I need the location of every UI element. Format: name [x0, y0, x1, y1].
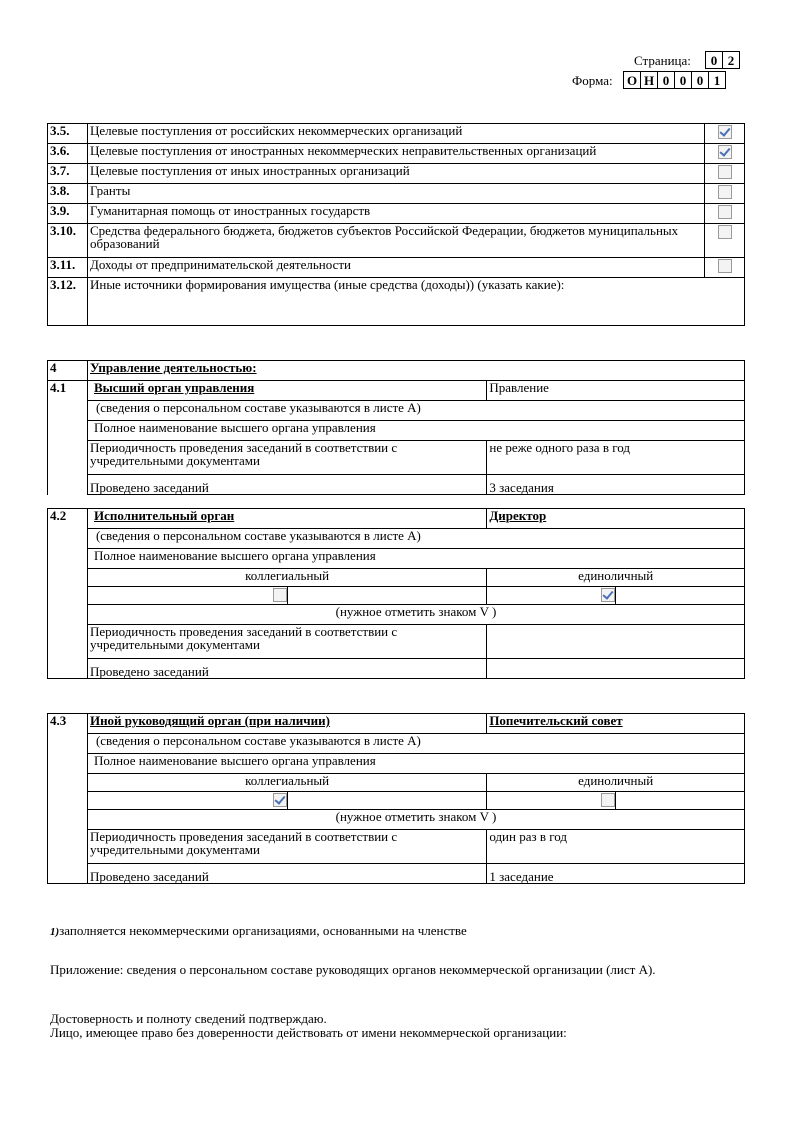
row-number: 3.5.: [48, 124, 88, 144]
meetings-held-label: Проведено заседаний: [87, 659, 486, 679]
checkbox-checked[interactable]: [718, 145, 732, 159]
form-digit: 0: [657, 72, 674, 88]
checkbox[interactable]: [718, 225, 732, 239]
checkbox-checked[interactable]: [718, 125, 732, 139]
section-number: 4.1: [48, 381, 88, 495]
checkbox[interactable]: [718, 259, 732, 273]
governance-table-4-2: [47, 508, 745, 679]
section-number: 4.2: [48, 509, 88, 679]
periodicity-label: Периодичность проведения заседаний в соответствии с учредительными документами: [87, 830, 486, 864]
form-digit: 0: [691, 72, 708, 88]
page-digit: 0: [710, 52, 718, 68]
signatory-line: Лицо, имеющее право без доверенности действовать от имени некоммерческой организации:: [50, 1025, 567, 1040]
table-row: [48, 278, 745, 326]
row-number: 3.9.: [48, 204, 88, 224]
periodicity-value: [487, 625, 745, 659]
mark-note: (нужное отметить знаком V ): [87, 605, 744, 625]
table-row: [48, 184, 745, 204]
meetings-held-value: 3 заседания: [487, 475, 745, 495]
collegial-label: коллегиальный: [87, 774, 486, 792]
page-label: Страница:: [634, 53, 691, 68]
row-text: Гранты: [87, 184, 704, 204]
collegial-checkbox[interactable]: [273, 588, 287, 602]
full-name-label: Полное наименование высшего органа управления: [87, 754, 744, 774]
row-text: Доходы от предпринимательской деятельности: [87, 258, 704, 278]
form-code-cells: [623, 71, 726, 89]
collegial-checkbox[interactable]: [273, 793, 287, 807]
row-text: Средства федерального бюджета, бюджетов субъектов Российской Федерации, бюджетов муниципальных образований: [87, 224, 704, 258]
row-number: 3.12.: [48, 278, 88, 326]
sole-checkbox[interactable]: [601, 588, 615, 602]
mark-note: (нужное отметить знаком V ): [87, 810, 744, 830]
executive-body-label: Исполнительный орган: [87, 509, 486, 529]
section-number: 4.3: [48, 714, 88, 884]
section-title: Управление деятельностью:: [87, 361, 744, 381]
appendix-text: Приложение: сведения о персональном составе руководящих органов некоммерческой организации (лист А).: [50, 962, 656, 977]
governance-table-4-1: [47, 360, 745, 495]
form-digit: О: [626, 72, 638, 88]
row-text: Иные источники формирования имущества (иные средства (доходы)) (указать какие):: [87, 278, 744, 326]
composition-note: (сведения о персональном составе указываются в листе А): [87, 401, 744, 421]
row-number: 3.10.: [48, 224, 88, 258]
sole-label: единоличный: [487, 569, 745, 587]
row-number: 3.11.: [48, 258, 88, 278]
other-body-label: Иной руководящий орган (при наличии): [87, 714, 486, 734]
table-row: [48, 258, 745, 278]
meetings-held-label: Проведено заседаний: [87, 475, 486, 495]
governance-table-4-3: [47, 713, 745, 884]
income-sources-table: [47, 123, 745, 326]
checkbox[interactable]: [718, 165, 732, 179]
form-label: Форма:: [572, 73, 613, 88]
row-text: Гуманитарная помощь от иностранных государств: [87, 204, 704, 224]
composition-note: (сведения о персональном составе указываются в листе А): [87, 734, 744, 754]
checkbox[interactable]: [718, 205, 732, 219]
composition-note: (сведения о персональном составе указываются в листе А): [87, 529, 744, 549]
meetings-held-label: Проведено заседаний: [87, 864, 486, 884]
full-name-label: Полное наименование высшего органа управления: [87, 549, 744, 569]
full-name-label: Полное наименование высшего органа управления: [87, 421, 744, 441]
sole-checkbox[interactable]: [601, 793, 615, 807]
table-row: [48, 124, 745, 144]
form-digit: Н: [640, 72, 657, 88]
row-number: 3.6.: [48, 144, 88, 164]
supreme-body-value: Правление: [487, 381, 745, 401]
row-text: Целевые поступления от российских некоммерческих организаций: [87, 124, 704, 144]
form-digit: 0: [674, 72, 691, 88]
executive-body-value: Директор: [487, 509, 745, 529]
table-row: [48, 224, 745, 258]
footnote-marker: 1): [50, 926, 60, 938]
row-text: Целевые поступления от иностранных некоммерческих неправительственных организаций: [87, 144, 704, 164]
section-number: 4: [48, 361, 88, 381]
table-row: [48, 144, 745, 164]
sole-label: единоличный: [487, 774, 745, 792]
page-digit: 2: [722, 52, 739, 68]
periodicity-label: Периодичность проведения заседаний в соответствии с учредительными документами: [87, 441, 486, 475]
row-number: 3.8.: [48, 184, 88, 204]
meetings-held-value: 1 заседание: [487, 864, 745, 884]
periodicity-value: один раз в год: [487, 830, 745, 864]
footnote: [50, 924, 467, 939]
row-number: 3.7.: [48, 164, 88, 184]
collegial-label: коллегиальный: [87, 569, 486, 587]
confirmation-line: Достоверность и полноту сведений подтверждаю.: [50, 1011, 327, 1026]
periodicity-label: Периодичность проведения заседаний в соответствии с учредительными документами: [87, 625, 486, 659]
page-number-cells: [705, 51, 740, 69]
table-row: [48, 164, 745, 184]
checkbox[interactable]: [718, 185, 732, 199]
footnote-text: заполняется некоммерческими организациями, основанными на членстве: [59, 923, 467, 938]
supreme-body-label: Высший орган управления: [87, 381, 486, 401]
other-body-value: Попечительский совет: [487, 714, 745, 734]
table-row: [48, 204, 745, 224]
form-digit: 1: [708, 72, 725, 88]
meetings-held-value: [487, 659, 745, 679]
row-text: Целевые поступления от иных иностранных организаций: [87, 164, 704, 184]
periodicity-value: не реже одного раза в год: [487, 441, 745, 475]
